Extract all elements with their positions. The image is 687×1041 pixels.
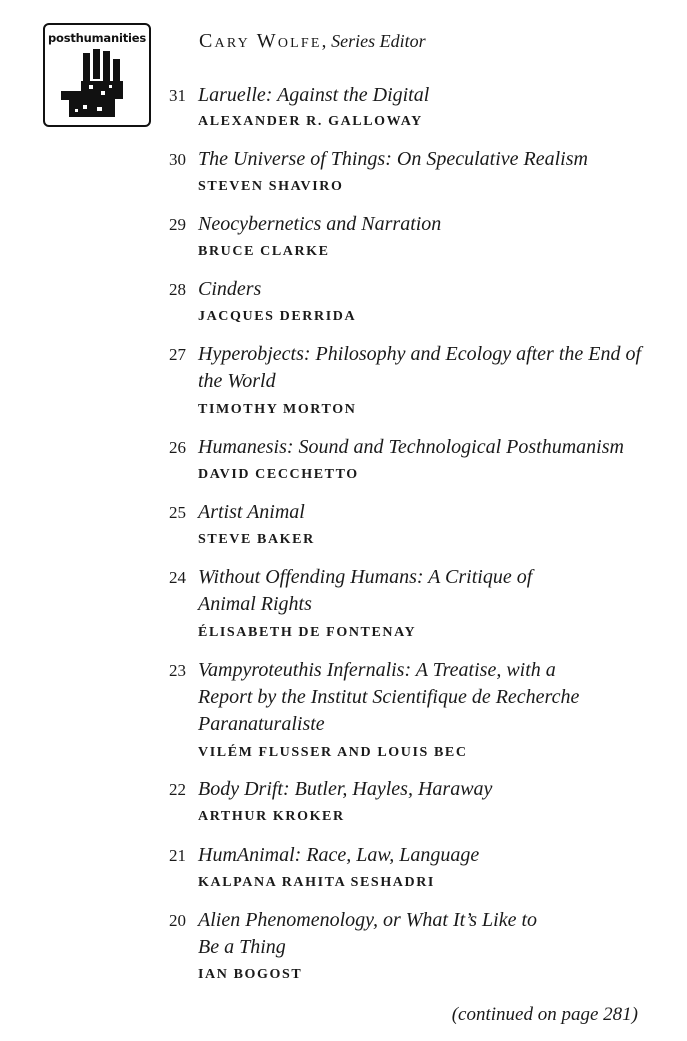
book-number: 27 xyxy=(169,345,186,364)
book-author: VILÉM FLUSSER AND LOUIS BEC xyxy=(198,745,468,760)
book-number: 23 xyxy=(169,661,186,680)
book-number: 28 xyxy=(169,280,186,299)
book-author: ÉLISABETH DE FONTENAY xyxy=(198,625,417,640)
book-number: 20 xyxy=(169,911,186,930)
book-title: Laruelle: Against the Digital xyxy=(198,84,430,106)
continued-note: (continued on page 281) xyxy=(451,1004,638,1025)
book-author: DAVID CECCHETTO xyxy=(198,467,359,482)
book-author: ALEXANDER R. GALLOWAY xyxy=(198,114,423,129)
book-number: 26 xyxy=(169,438,186,457)
book-title: Cinders xyxy=(198,278,262,300)
book-number: 21 xyxy=(169,846,186,865)
book-title: Neocybernetics and Narration xyxy=(198,213,442,235)
book-author: KALPANA RAHITA SESHADRI xyxy=(198,875,435,890)
book-author: BRUCE CLARKE xyxy=(198,244,330,259)
book-author: STEVE BAKER xyxy=(198,532,315,547)
logo-label: posthumanities xyxy=(47,31,146,45)
book-author: ARTHUR KROKER xyxy=(198,809,345,824)
book-title: The Universe of Things: On Speculative Realism xyxy=(198,148,588,170)
book-author: IAN BOGOST xyxy=(198,967,303,982)
book-title: Without Offending Humans: A Critique of Animal Rights xyxy=(198,566,533,615)
book-author: JACQUES DERRIDA xyxy=(198,309,357,324)
book-title: Alien Phenomenology, or What It’s Like to Be a Thing xyxy=(198,909,538,958)
book-number: 29 xyxy=(169,215,186,234)
book-number: 25 xyxy=(169,503,186,522)
book-title: Vampyroteuthis Infernalis: A Treatise, with a Report by the Institut Scientifique de Recherche Paranaturaliste xyxy=(198,659,580,735)
book-number: 22 xyxy=(169,780,186,799)
book-title: Artist Animal xyxy=(198,501,305,523)
series-editor: Cary Wolfe, Series Editor xyxy=(199,30,426,52)
book-title: Body Drift: Butler, Hayles, Haraway xyxy=(198,778,493,800)
book-author: TIMOTHY MORTON xyxy=(198,402,357,417)
book-title: Hyperobjects: Philosophy and Ecology after the End of the World xyxy=(198,343,642,392)
book-title: HumAnimal: Race, Law, Language xyxy=(198,844,480,866)
book-author: STEVEN SHAVIRO xyxy=(198,179,344,194)
book-number: 30 xyxy=(169,150,186,169)
book-title: Humanesis: Sound and Technological Posthumanism xyxy=(198,436,624,458)
editor-name: Cary Wolfe xyxy=(199,30,322,52)
editor-role: Series Editor xyxy=(331,31,426,51)
book-number: 31 xyxy=(169,86,186,105)
book-number: 24 xyxy=(169,568,186,587)
